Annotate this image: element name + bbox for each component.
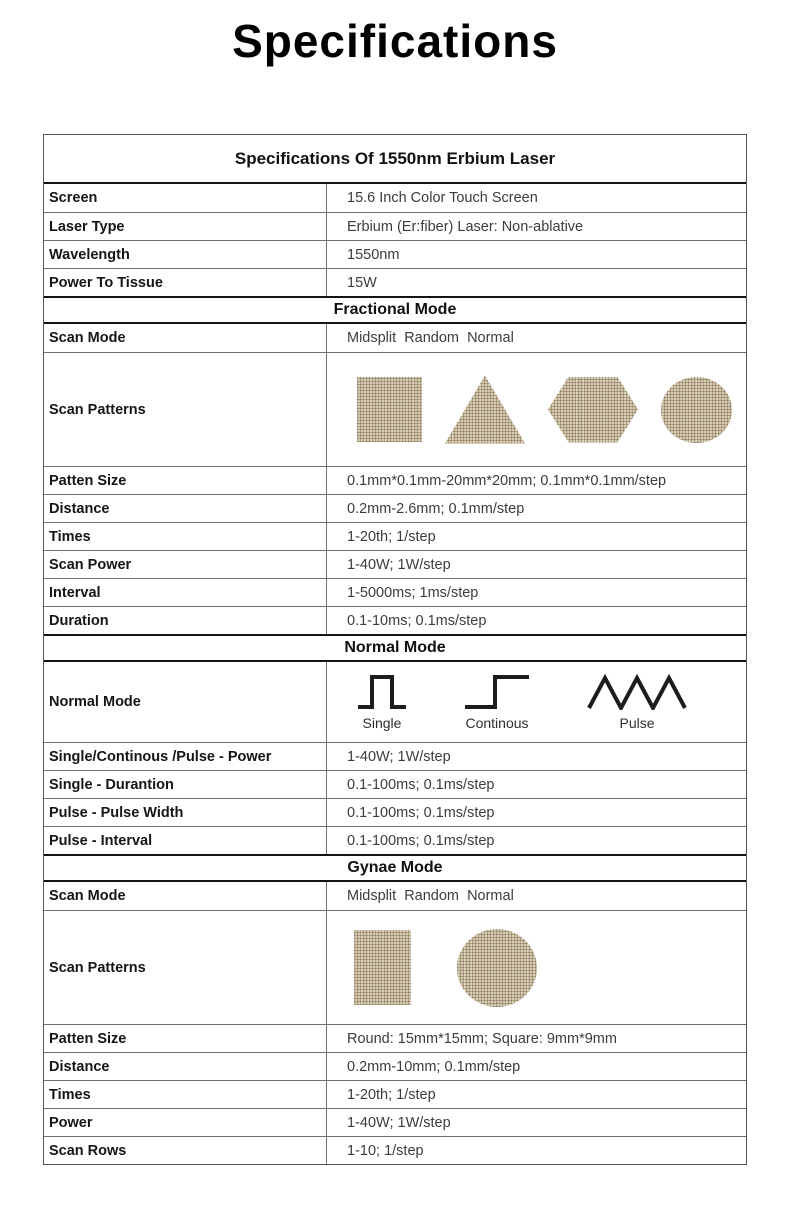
waveform-label: Pulse xyxy=(619,714,655,731)
row-label: Times xyxy=(44,1081,327,1108)
table-row xyxy=(44,1052,746,1080)
row-label: Duration xyxy=(44,607,327,634)
row-value: 1-40W; 1W/step xyxy=(347,1114,451,1131)
square-pattern-icon xyxy=(354,930,411,1005)
table-row xyxy=(44,550,746,578)
table-row xyxy=(44,184,746,212)
row-label: Scan Mode xyxy=(44,882,327,910)
row-value: 0.1-100ms; 0.1ms/step xyxy=(347,804,495,821)
table-row xyxy=(44,494,746,522)
row-value: Midsplit Random Normal xyxy=(347,888,514,904)
table-row xyxy=(44,798,746,826)
row-label: Power To Tissue xyxy=(44,269,327,296)
row-label: Distance xyxy=(44,1053,327,1080)
table-row xyxy=(44,606,746,634)
row-label: Laser Type xyxy=(44,213,327,240)
table-row xyxy=(44,1108,746,1136)
waveform-label: Continous xyxy=(465,714,529,731)
row-value: Midsplit Random Normal xyxy=(347,330,514,346)
row-label: Scan Mode xyxy=(44,324,327,352)
row-label: Times xyxy=(44,523,327,550)
row-value: 1-10; 1/step xyxy=(347,1142,424,1159)
table-row xyxy=(44,1136,746,1164)
row-label: Pulse - Interval xyxy=(44,827,327,854)
section-title: Normal Mode xyxy=(344,639,446,656)
page-title: Specifications xyxy=(232,15,558,67)
row-label: Single - Durantion xyxy=(44,771,327,798)
row-value: 0.2mm-2.6mm; 0.1mm/step xyxy=(347,500,525,517)
row-value: 0.1-10ms; 0.1ms/step xyxy=(347,612,487,629)
section-title: Gynae Mode xyxy=(347,859,443,876)
section-header-gynae-mode xyxy=(44,854,746,882)
table-row xyxy=(44,240,746,268)
triangle-pattern-icon xyxy=(445,376,525,444)
row-value: 15.6 Inch Color Touch Screen xyxy=(347,190,538,206)
square-pattern-icon xyxy=(357,377,422,442)
single-pulse-icon xyxy=(357,674,407,710)
row-label: Wavelength xyxy=(44,241,327,268)
section-title: Fractional Mode xyxy=(333,301,457,318)
table-row xyxy=(44,742,746,770)
row-label: Pulse - Pulse Width xyxy=(44,799,327,826)
normal-mode-waveforms-row xyxy=(44,662,746,742)
table-row xyxy=(44,324,746,352)
row-value: 0.1-100ms; 0.1ms/step xyxy=(347,832,495,849)
table-row xyxy=(44,1080,746,1108)
row-value: 0.1mm*0.1mm-20mm*20mm; 0.1mm*0.1mm/step xyxy=(347,472,667,489)
table-row xyxy=(44,882,746,910)
row-value: 0.2mm-10mm; 0.1mm/step xyxy=(347,1058,521,1075)
waveform-continous xyxy=(465,674,529,731)
waveform-pulse xyxy=(587,674,687,731)
row-label: Patten Size xyxy=(44,1025,327,1052)
scan-patterns-cell xyxy=(327,911,746,1024)
row-label: Single/Continous /Pulse - Power xyxy=(44,743,327,770)
section-header-normal-mode xyxy=(44,634,746,662)
scan-patterns-cell xyxy=(327,353,746,466)
row-label: Screen xyxy=(44,184,327,212)
row-value: 1-20th; 1/step xyxy=(347,1086,436,1103)
row-value: 1550nm xyxy=(347,246,400,263)
table-row xyxy=(44,466,746,494)
row-value: Erbium (Er:fiber) Laser: Non-ablative xyxy=(347,218,584,235)
waveform-label: Single xyxy=(362,714,402,731)
scan-patterns-row xyxy=(44,352,746,466)
row-value: 1-20th; 1/step xyxy=(347,528,436,545)
table-row xyxy=(44,826,746,854)
waveform-single xyxy=(357,674,407,731)
spec-table xyxy=(43,134,747,1165)
table-title: Specifications Of 1550nm Erbium Laser xyxy=(234,148,556,168)
row-value: Round: 15mm*15mm; Square: 9mm*9mm xyxy=(347,1030,617,1047)
continuous-step-icon xyxy=(465,674,529,710)
row-label: Scan Patterns xyxy=(44,353,327,466)
row-label: Scan Rows xyxy=(44,1137,327,1164)
circle-pattern-icon xyxy=(661,377,732,443)
triangle-wave-icon xyxy=(587,674,687,710)
row-label: Distance xyxy=(44,495,327,522)
scan-patterns-row xyxy=(44,910,746,1024)
row-label: Scan Patterns xyxy=(44,911,327,1024)
table-row xyxy=(44,770,746,798)
row-label: Scan Power xyxy=(44,551,327,578)
hexagon-pattern-icon xyxy=(548,377,638,443)
table-row xyxy=(44,1024,746,1052)
table-row xyxy=(44,522,746,550)
table-row xyxy=(44,268,746,296)
row-value: 1-40W; 1W/step xyxy=(347,748,451,765)
table-row xyxy=(44,212,746,240)
row-label: Power xyxy=(44,1109,327,1136)
waveforms-cell xyxy=(327,662,746,742)
table-title-row xyxy=(44,135,746,184)
row-label: Patten Size xyxy=(44,467,327,494)
row-value: 15W xyxy=(347,274,377,291)
circle-pattern-icon xyxy=(457,929,537,1007)
table-row xyxy=(44,578,746,606)
row-label: Interval xyxy=(44,579,327,606)
section-header-fractional-mode xyxy=(44,296,746,324)
row-value: 1-5000ms; 1ms/step xyxy=(347,584,479,601)
row-value: 1-40W; 1W/step xyxy=(347,556,451,573)
specifications-page xyxy=(0,14,790,1208)
row-label: Normal Mode xyxy=(44,662,327,742)
row-value: 0.1-100ms; 0.1ms/step xyxy=(347,776,495,793)
